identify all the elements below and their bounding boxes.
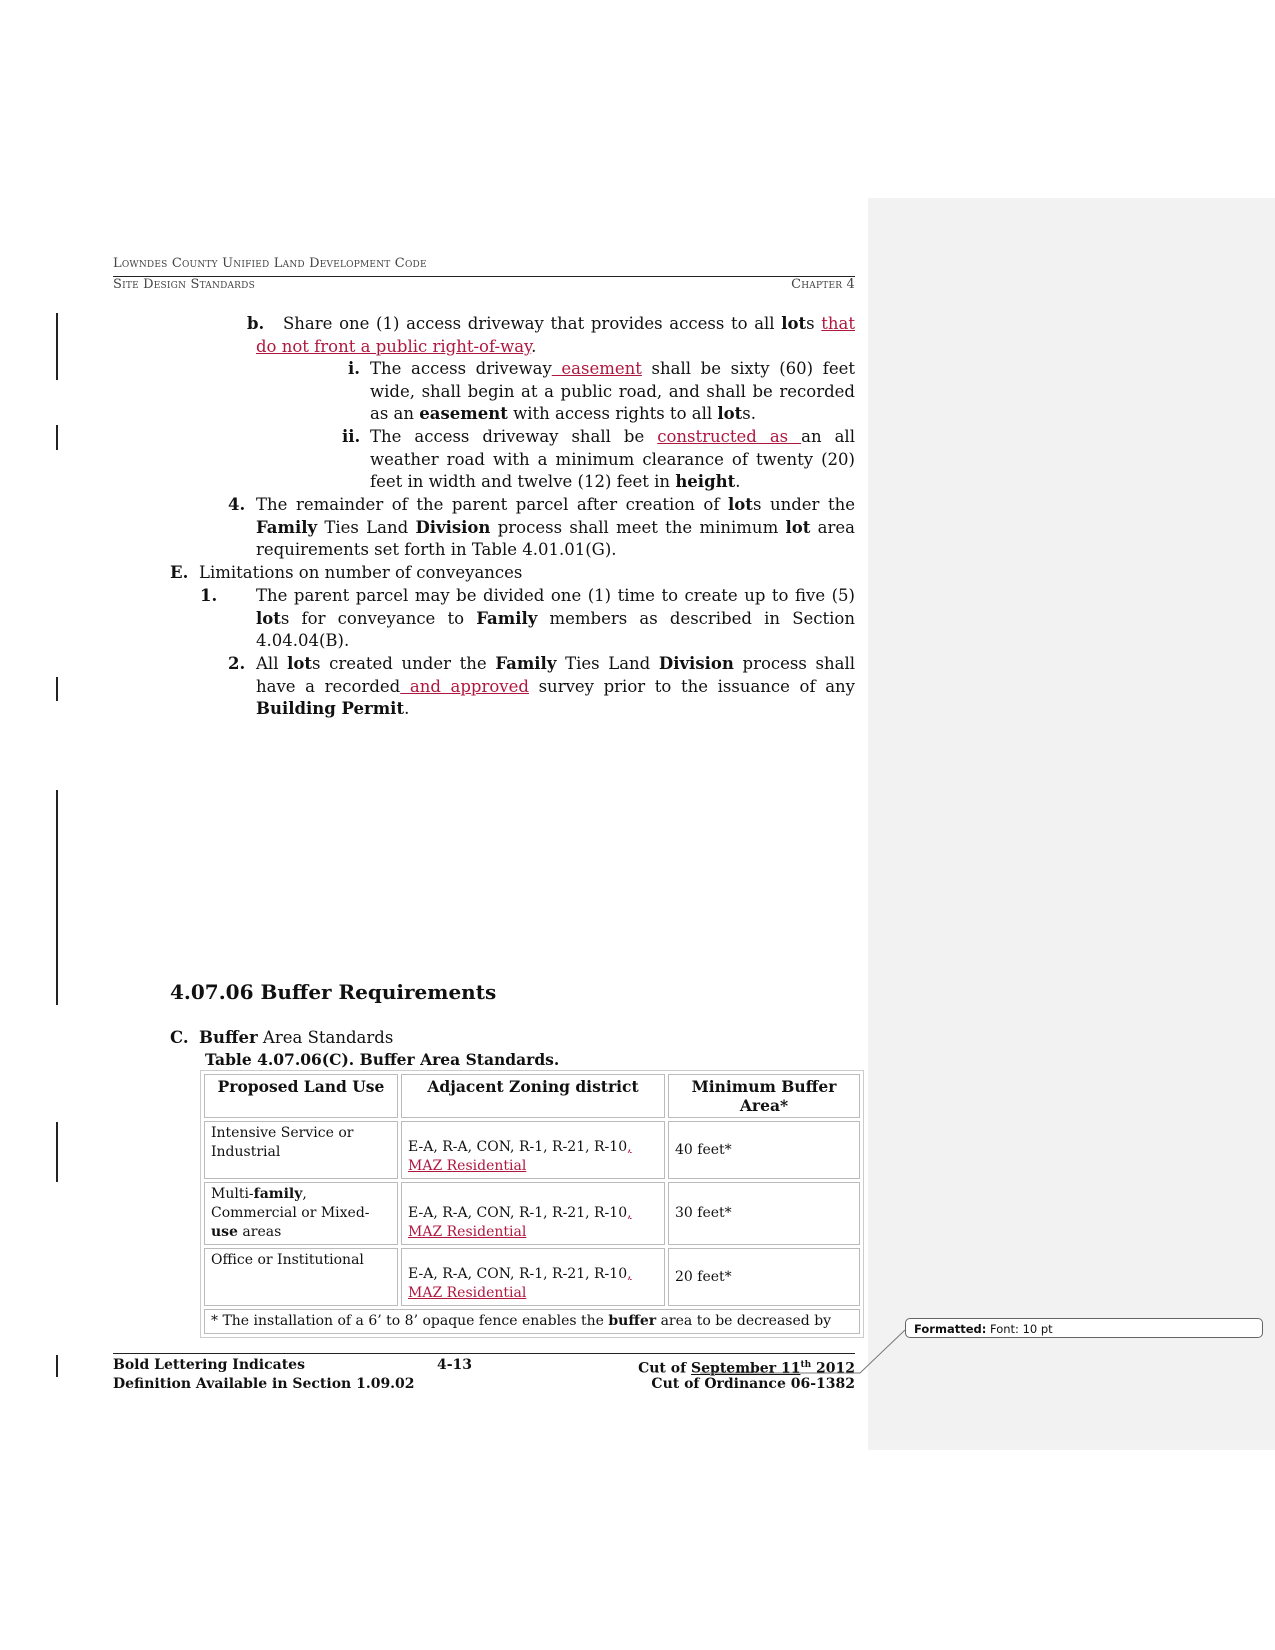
- item-label: 1.: [200, 586, 218, 605]
- land-use-cell: Office or Institutional: [204, 1248, 398, 1306]
- header-title: Lowndes County Unified Land Development Code: [113, 256, 427, 271]
- land-use-cell: Intensive Service or Industrial: [204, 1121, 398, 1179]
- comment-balloon[interactable]: Formatted: Font: 10 pt: [905, 1318, 1263, 1338]
- paragraph-e2: All lots created under the Family Ties Land Division process shall have a recorded and approved survey prior to the issuance of any Building Permit.: [256, 654, 856, 719]
- paragraph-E: Limitations on number of conveyances: [199, 563, 523, 582]
- paragraph-ii: The access driveway shall be constructed as an all weather road with a minimum clearance of twenty (20) feet in width and twelve (12) feet in height.: [370, 427, 855, 492]
- item-label: i.: [348, 359, 361, 378]
- paragraph-C: Buffer Area Standards: [199, 1028, 394, 1047]
- item-label: C.: [170, 1028, 189, 1047]
- header-section: Site Design Standards: [113, 277, 255, 292]
- item-label: 4.: [228, 495, 246, 514]
- item-label: ii.: [342, 427, 361, 446]
- footer-right-1: Cut of September 11th 2012: [638, 1360, 855, 1377]
- item-label: 2.: [228, 654, 246, 673]
- column-header: Proposed Land Use: [204, 1074, 398, 1118]
- land-use-cell: Multi-family, Commercial or Mixed-use areas: [204, 1182, 398, 1245]
- paragraph-i: The access driveway easement shall be sixty (60) feet wide, shall begin at a public road, and shall be recorded as an easement with access rights to all lots.: [370, 359, 855, 424]
- footer-left-1: Bold Lettering Indicates: [113, 1357, 305, 1373]
- zoning-cell: E-A, R-A, CON, R-1, R-21, R-10, MAZ Residential: [401, 1121, 665, 1179]
- footer-left-2: Definition Available in Section 1.09.02: [113, 1376, 415, 1392]
- buffer-cell: 40 feet*: [668, 1121, 860, 1179]
- header-chapter: Chapter 4: [791, 277, 855, 292]
- column-header: Minimum Buffer Area*: [668, 1074, 860, 1118]
- footnote-cell: * The installation of a 6’ to 8’ opaque fence enables the buffer area to be decreased by: [204, 1309, 860, 1334]
- section-heading: 4.07.06 Buffer Requirements: [170, 980, 497, 1004]
- paragraph-e1: The parent parcel may be divided one (1) time to create up to five (5) lots for conveyance to Family members as described in Section 4.04.04(B).: [256, 586, 855, 651]
- zoning-cell: E-A, R-A, CON, R-1, R-21, R-10, MAZ Residential: [401, 1248, 665, 1306]
- zoning-cell: E-A, R-A, CON, R-1, R-21, R-10, MAZ Residential: [401, 1182, 665, 1245]
- paragraph-4: The remainder of the parent parcel after creation of lots under the Family Ties Land Division process shall meet the minimum lot area requirements set forth in Table 4.01.01(G).: [256, 495, 856, 560]
- buffer-cell: 20 feet*: [668, 1248, 860, 1306]
- item-label: E.: [170, 563, 189, 582]
- buffer-cell: 30 feet*: [668, 1182, 860, 1245]
- paragraph-b: Share one (1) access driveway that provides access to all lots that do not front a public right-of-way.: [256, 314, 855, 356]
- item-label: b.: [247, 314, 265, 333]
- table-title: Table 4.07.06(C). Buffer Area Standards.: [205, 1050, 560, 1069]
- page-number: 4-13: [437, 1357, 473, 1373]
- column-header: Adjacent Zoning district: [401, 1074, 665, 1118]
- footer-right-2: Cut of Ordinance 06-1382: [651, 1376, 855, 1392]
